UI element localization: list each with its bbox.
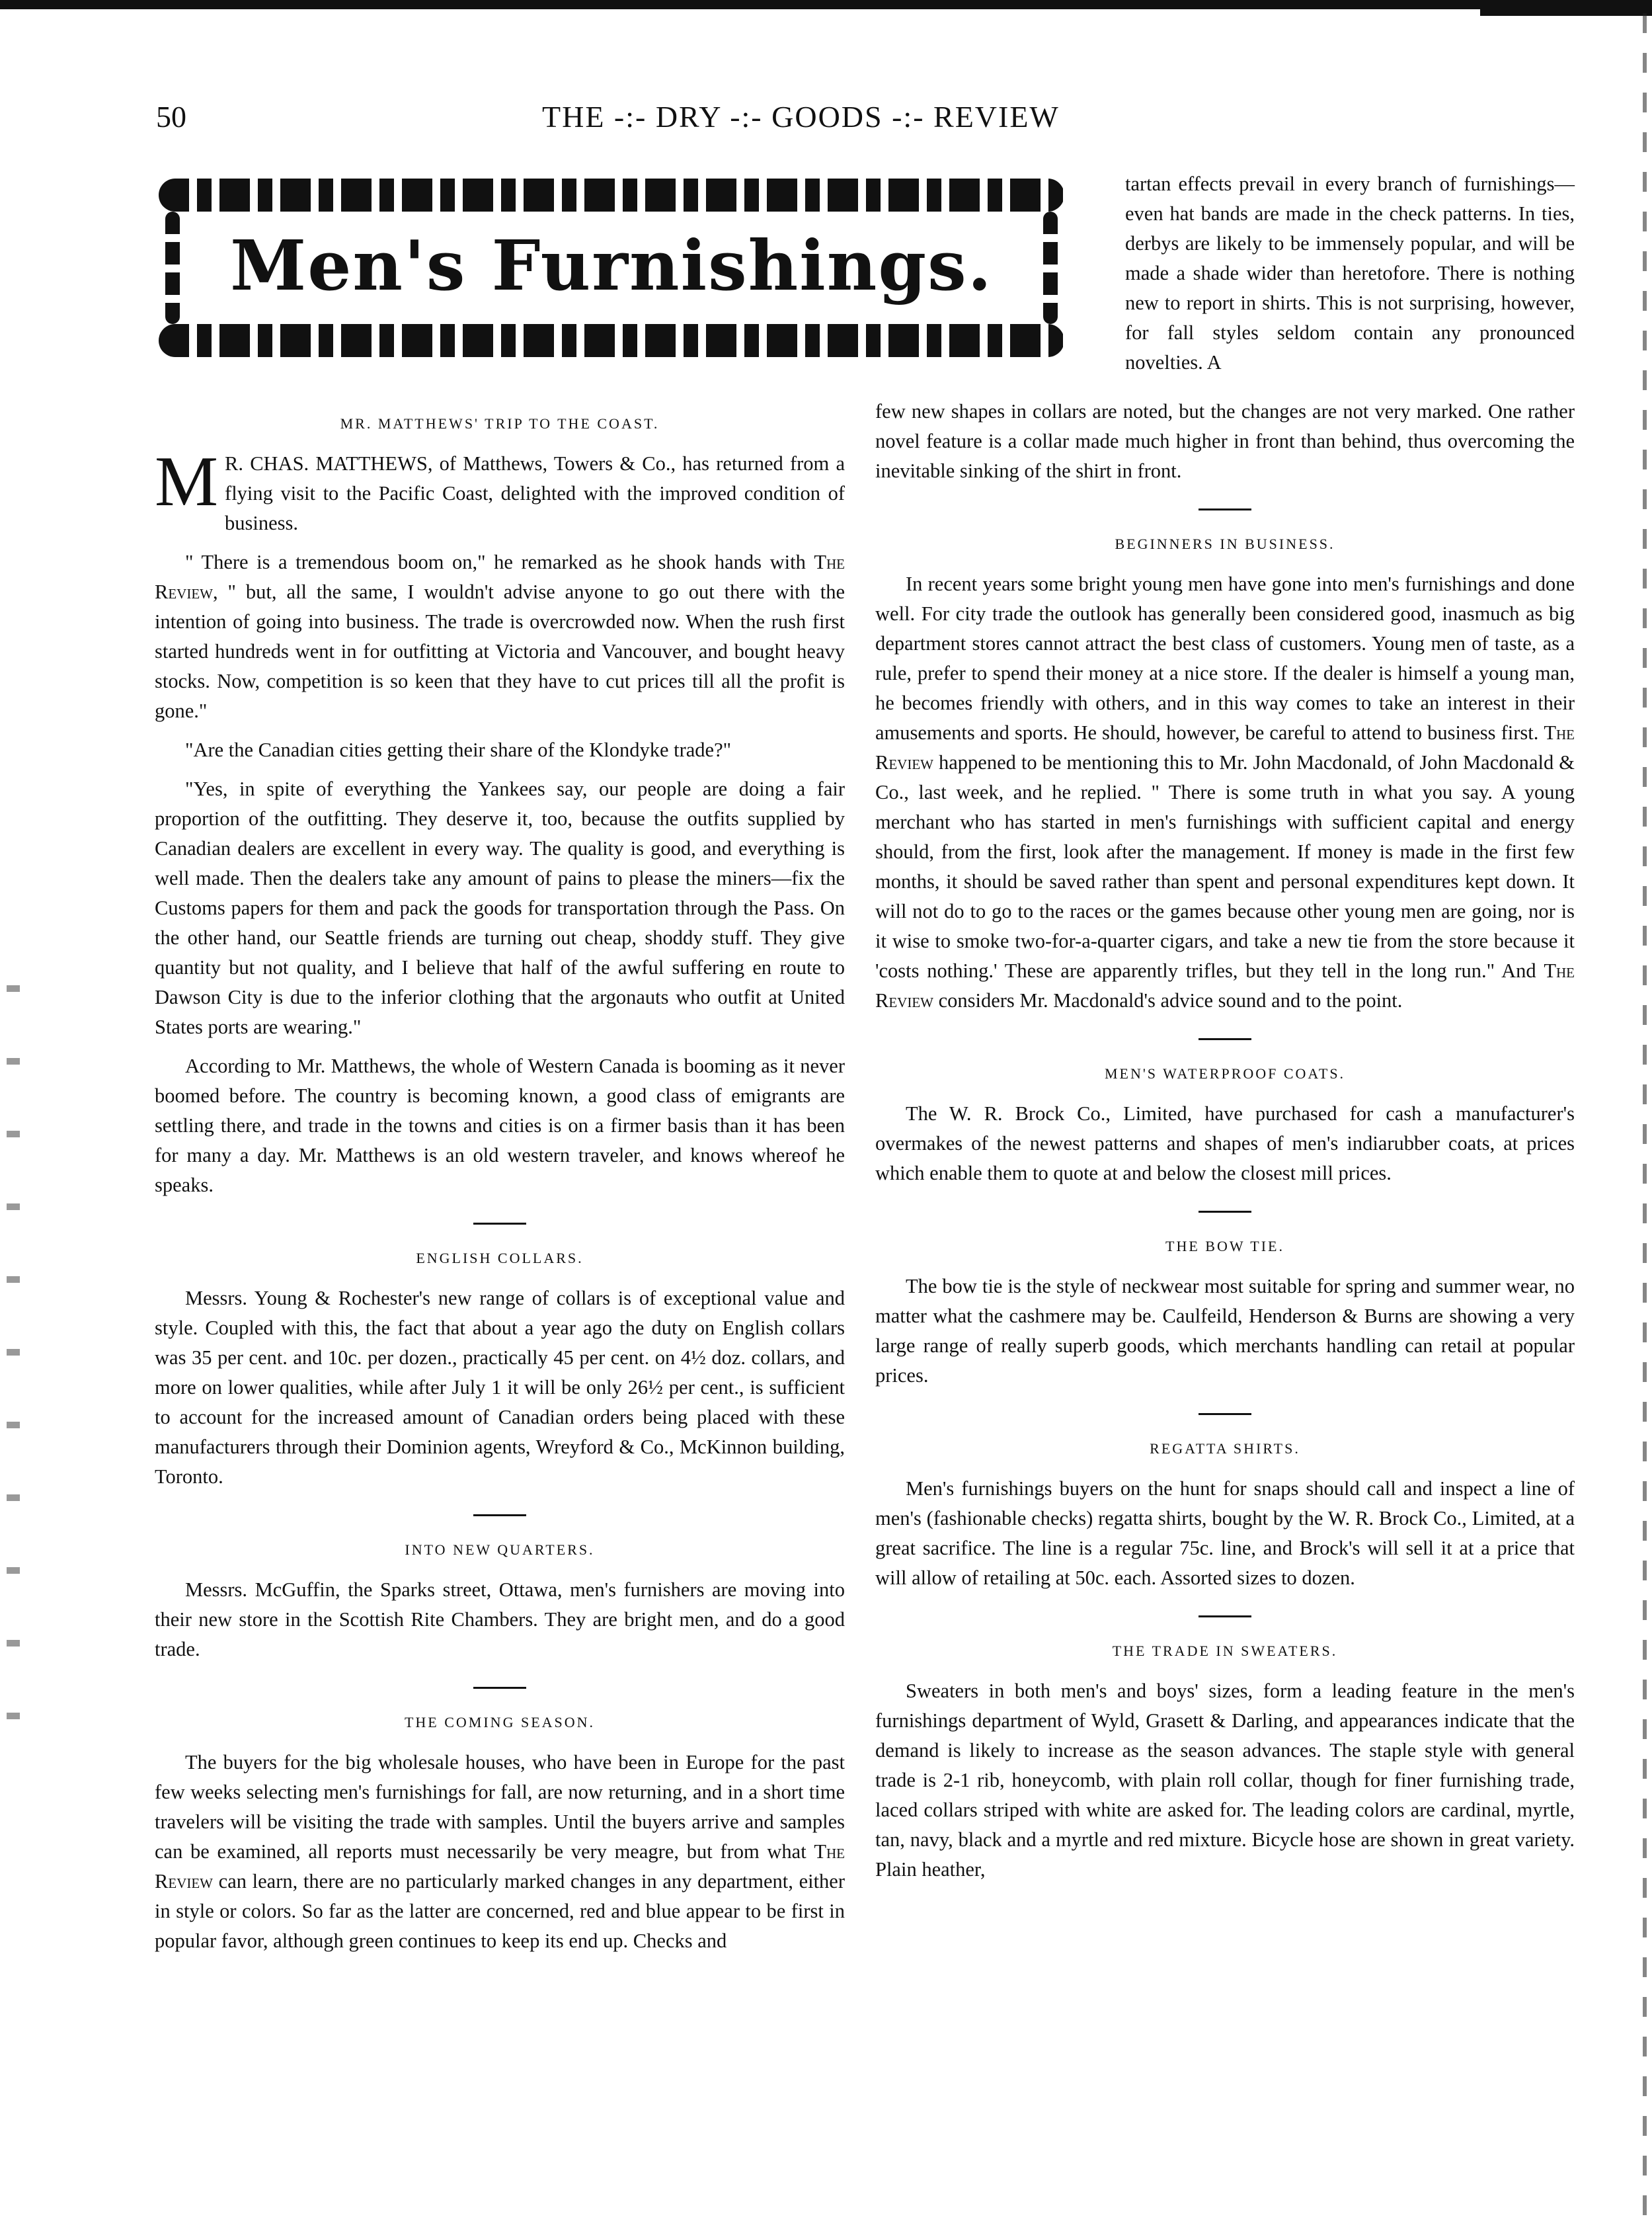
paragraph: In recent years some bright young men have gone into men's furnishings and done well. For city trade the outlook has generally been considered good, inasmuch as big department stores cannot attract the best class of customers. Young men of taste, as a rule, prefer to spend their money at a nice store. If the dealer is himself a young man, he becomes friendly with others, and in this way comes to take an interest in their amusements and sports. He should, however, be careful to attend to business first. The Review happened to be mentioning this to Mr. John Macdonald, of John Macdonald & Co., last week, and he replied. " There is some truth in what you say. A young merchant who has started in men's furnishings with sufficient capital and energy should, from the first, look after the management. If money is made in the first few months, it should be saved rather than spent and personal expenditures kept down. It will not do to go to the races or the games because other young men are going, nor is it wise to smoke two-for-a-quarter cigars, and take a new tie from the store because it 'costs nothing.' These are apparently trifles, but they tell in the long run." And The Review considers Mr. Macdonald's advice sound and to the point. [875,573,1575,1012]
section-heading: ENGLISH COLLARS. [416,1250,584,1266]
section-heading: THE TRADE IN SWEATERS. [1112,1643,1338,1659]
paragraph: M R. CHAS. MATTHEWS, of Matthews, Towers & Co., has returned from a flying visit to the Pacific Coast, delighted with the improved condition of business. [155,442,845,534]
section-heading: MR. MATTHEWS' TRIP TO THE COAST. [340,415,660,432]
paragraph: Sweaters in both men's and boys' sizes, form a leading feature in the men's furnishings department of Wyld, Grasett & Darling, and appearances indicate that the demand is likely to increase as the season advances. The staple style with general trade is 2-1 rib, honeycomb, with plain roll collar, though for finer furnishing trade, laced collars striped with white are asked for. The leading colors are cardinal, myrtle, tan, navy, black and a myrtle and red mixture. Bicycle hose are shown in great variety. Plain heather, [875,1680,1575,1881]
paragraph: The bow tie is the style of neckwear most suitable for spring and summer wear, no matter what the cashmere may be. Caulfeild, Henderson & Burns are showing a very large range of really superb goods, which merchants handling can retail at popular prices. [875,1275,1575,1387]
section-rule [1199,1413,1251,1415]
banner-ornament-bottom [159,324,1064,357]
paragraph: "Are the Canadian cities getting their share of the Klondyke trade?" [185,739,732,761]
paragraph: " There is a tremendous boom on," he remarked as he shook hands with The Review, " but, all the same, I wouldn't advise anyone to go out there with the intention of going into business. The trade is overcrowded now. When the rush first started hundreds went in for outfitting at Victoria and Vancouver, and bought heavy stocks. Now, competition is so keen that they have to cut prices till all the profit is gone." [155,551,845,722]
paragraph: "Yes, in spite of everything the Yankees say, our people are doing a fair proportion of the outfitting. They deserve it, too, because the outfits supplied by Canadian dealers are excellent in every way. The quality is good, and everything is well made. Then the dealers take any amount of pains to please the miners—fix the Customs papers for them and pack the goods for transportation through the Pass. On the other hand, our Seattle friends are turning out cheap, shoddy stuff. They give quantity but not quality, and I believe that half of the awful suffering en route to Dawson City is due to the inferior clothing that the argonauts who outfit at United States ports are wearing." [155,778,845,1038]
paragraph: tartan effects prevail in every branch of furnishings—even hat bands are made in the check patterns. In ties, derbys are likely to be immensely popular, and will be made a shade wider than heretofore. There is nothing new to report in shirts. This is not surprising, however, for fall styles seldom contain any pronounced novelties. A [1125,173,1575,374]
column-left [155,397,845,1965]
publication-name: The Review [155,551,845,603]
section-rule [473,1514,526,1516]
paragraph: The W. R. Brock Co., Limited, have purchased for cash a manufacturer's overmakes of the newest patterns and shapes of men's indiarubber coats, at prices which enable them to quote at and below the closest mill prices. [875,1102,1575,1184]
top-border-line-right [1480,9,1652,16]
section-heading: REGATTA SHIRTS. [1150,1440,1300,1457]
column-right-top [1125,169,1575,378]
page-number: 50 [156,100,186,134]
section-rule [473,1223,526,1225]
banner-title: Men's Furnishings. [230,225,993,306]
paragraph: The buyers for the big wholesale houses, who have been in Europe for the past few weeks selecting men's furnishings for fall, are now returning, and in a short time travelers will be visiting the trade with samples. Until the buyers arrive and samples can be examined, all reports must necessarily be very meagre, but from what The Review can learn, there are no particularly marked changes in any department, either in style or colors. So far as the latter are concerned, red and blue appear to be first in popular favor, although green continues to keep its end up. Checks and [155,1751,845,1952]
banner-ornament-top [159,179,1064,212]
page-edge-marks [1643,13,1647,2222]
paragraph: Messrs. Young & Rochester's new range of collars is of exceptional value and style. Coupled with this, the fact that about a year ago the duty on English collars was 35 per cent. and 10c. per dozen., practically 45 per cent. on 4½ doz. collars, and more on lower qualities, while after July 1 it will be only 26½ per cent., is sufficient to account for the increased amount of Canadian orders being placed with these manufacturers through their Dominion agents, Wreyford & Co., McKinnon building, Toronto. [155,1287,845,1488]
paragraph: Men's furnishings buyers on the hunt for snaps should call and inspect a line of men's (fashionable checks) regatta shirts, bought by the W. R. Brock Co., Limited, at a great sacrifice. The line is a regular 75c. line, and Brock's will sell it at a price that will allow of retailing at 50c. each. Assorted sizes to dozen. [875,1477,1575,1589]
publication-name: The Review [875,959,1575,1012]
publication-name: The Review [875,721,1575,774]
section-rule [1199,1038,1251,1040]
publication-name: The Review [155,1840,845,1892]
section-heading: THE COMING SEASON. [404,1714,596,1730]
paragraph: few new shapes in collars are noted, but the changes are not very marked. One rather novel feature is a collar made much higher in front than behind, thus overcoming the inevitable sinking of the shirt in front. [875,400,1575,482]
section-rule [1199,508,1251,510]
drop-cap: M [155,442,219,521]
margin-marks [7,959,20,1752]
section-heading: INTO NEW QUARTERS. [405,1541,595,1558]
section-heading: BEGINNERS IN BUSINESS. [1115,536,1335,552]
top-border-line [0,0,1652,9]
section-heading: MEN'S WATERPROOF COATS. [1104,1065,1346,1082]
section-heading: THE BOW TIE. [1165,1238,1284,1254]
section-rule [1199,1211,1251,1213]
column-right [875,397,1575,1894]
running-title: THE -:- DRY -:- GOODS -:- REVIEW [542,100,1060,134]
section-banner [159,165,1064,364]
paragraph: According to Mr. Matthews, the whole of Western Canada is booming as it never boomed before. The country is becoming known, a good class of emigrants are settling there, and trade in the towns and cities is on a firmer basis than it has been for many a day. Mr. Matthews is an old western traveler, and knows whereof he speaks. [155,1055,845,1196]
section-rule [1199,1615,1251,1617]
paragraph: Messrs. McGuffin, the Sparks street, Ottawa, men's furnishers are moving into their new store in the Scottish Rite Chambers. They are bright men, and do a good trade. [155,1578,845,1660]
section-rule [473,1687,526,1689]
